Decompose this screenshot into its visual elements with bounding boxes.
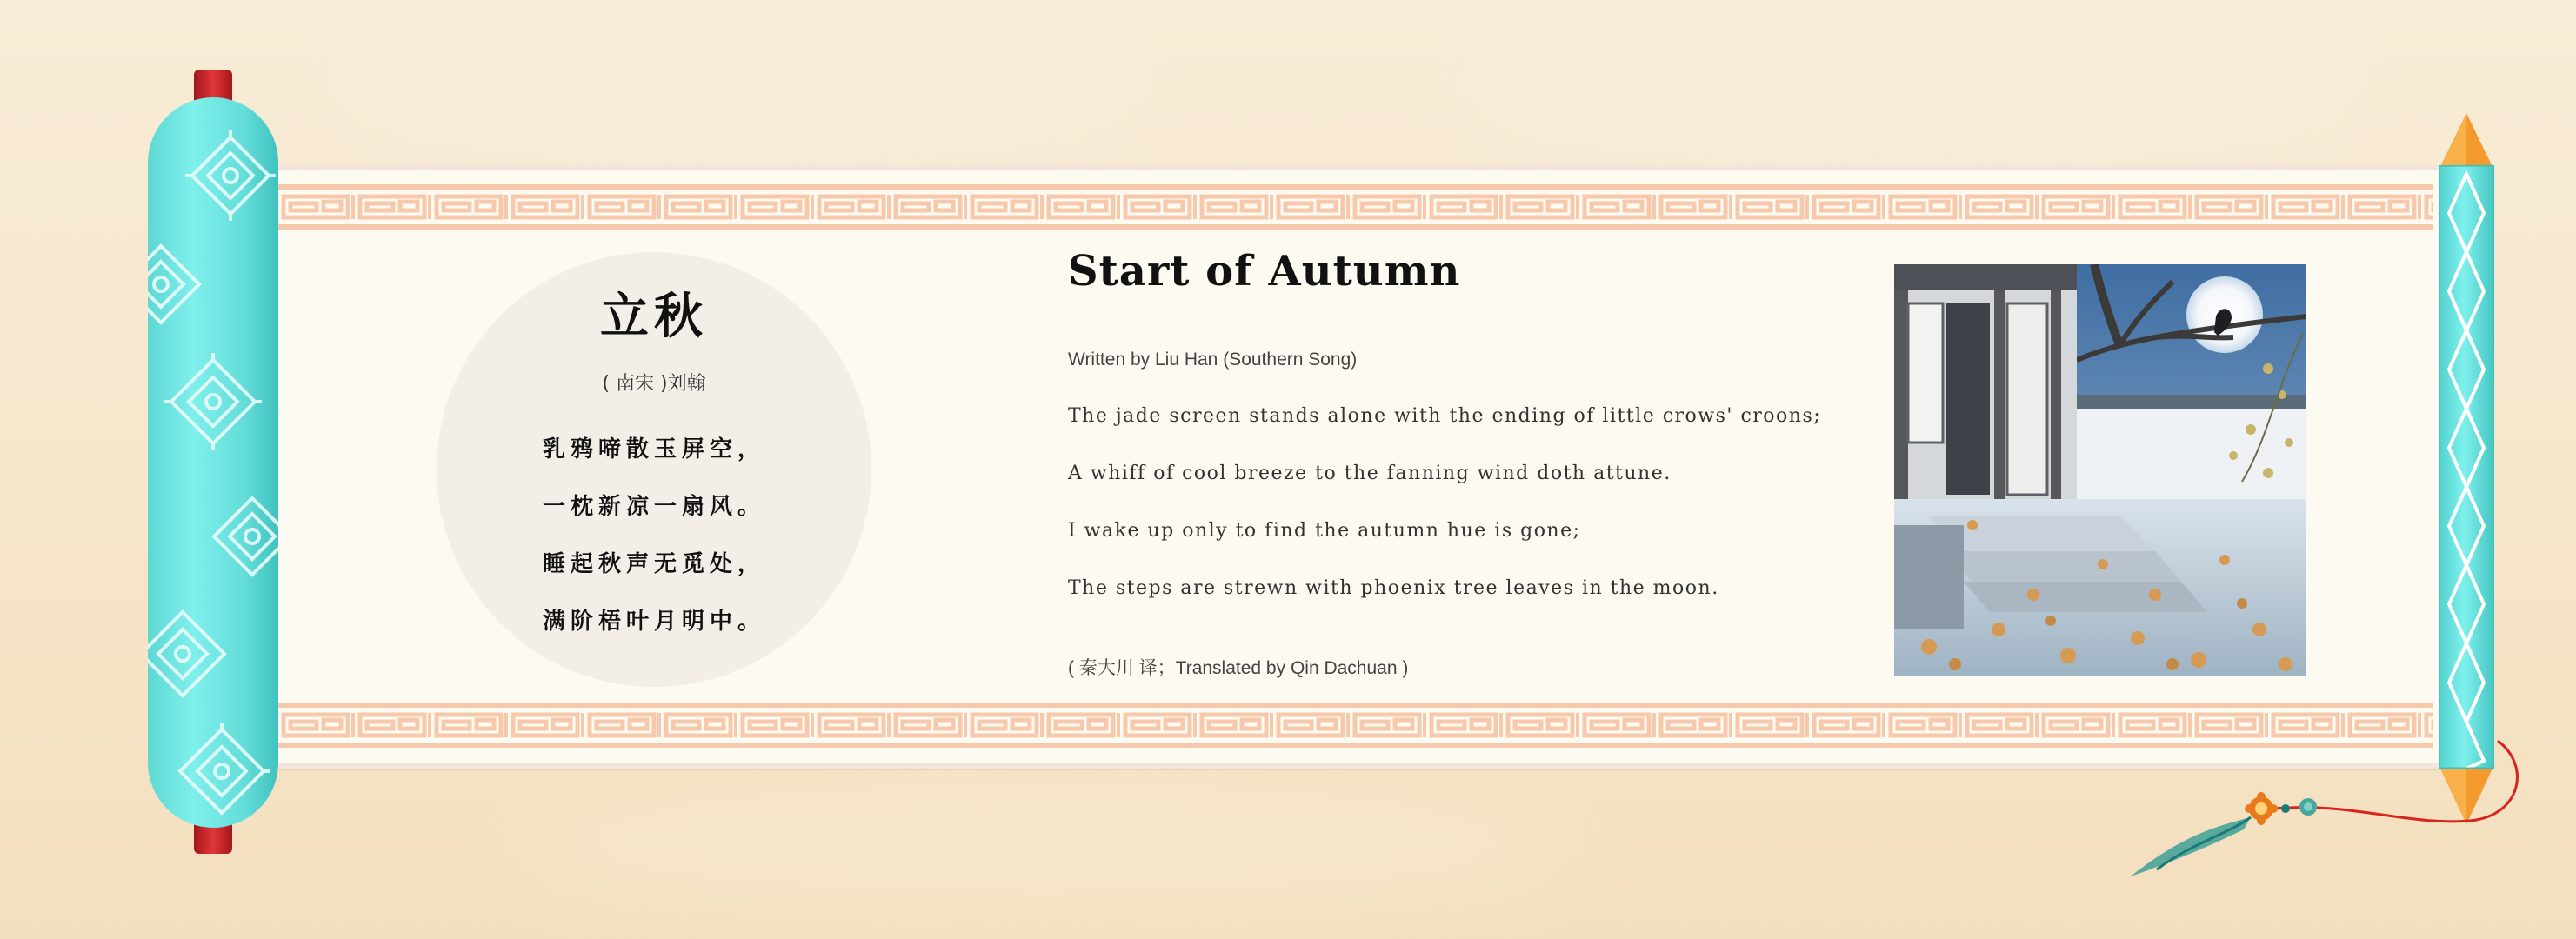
poem-cn-author: ( 南宋 )刘翰 (602, 373, 706, 395)
fret-border-top (278, 184, 2433, 230)
paper-edge (273, 763, 2439, 769)
poem-en-line: A whiff of cool breeze to the fanning wind doth attune. (1068, 463, 1672, 484)
diamond-pattern-icon (2439, 165, 2494, 769)
poem-cn-title: 立秋 (600, 288, 708, 345)
poem-en-line: I wake up only to find the autumn hue is gone; (1068, 520, 1581, 542)
poem-translator: ( 秦大川 译；Translated by Qin Dachuan ) (1068, 658, 1409, 678)
scroll-roller-left (148, 97, 278, 828)
poem-cn-line: 一枕新凉一扇风。 (542, 494, 765, 520)
roller-ornament-icon (148, 97, 278, 828)
poem-en-line: The steps are strewn with phoenix tree leaves in the moon. (1068, 577, 1719, 599)
poem-en-title: Start of Autumn (1068, 247, 1461, 296)
background-cloud (348, 17, 1131, 156)
poem-en-line: The jade screen stands alone with the ending of little crows' croons; (1068, 405, 1822, 427)
fret-border-bottom (278, 703, 2433, 748)
autumn-courtyard-illustration (1894, 264, 2306, 676)
background-cloud (1478, 26, 2348, 156)
paper-edge (273, 165, 2439, 170)
poem-cn-line: 满阶梧叶月明中。 (542, 609, 765, 635)
background-cloud (522, 782, 1565, 913)
poem-cn-line: 乳鸦啼散玉屏空， (542, 436, 765, 463)
poem-en-author: Written by Liu Han (Southern Song) (1068, 350, 1358, 370)
poem-cn-line: 睡起秋声无觅处， (542, 551, 765, 577)
scroll-roller-right (2439, 165, 2494, 769)
tassel-ornament-icon (2122, 739, 2531, 887)
finial-top-icon (2439, 111, 2494, 167)
